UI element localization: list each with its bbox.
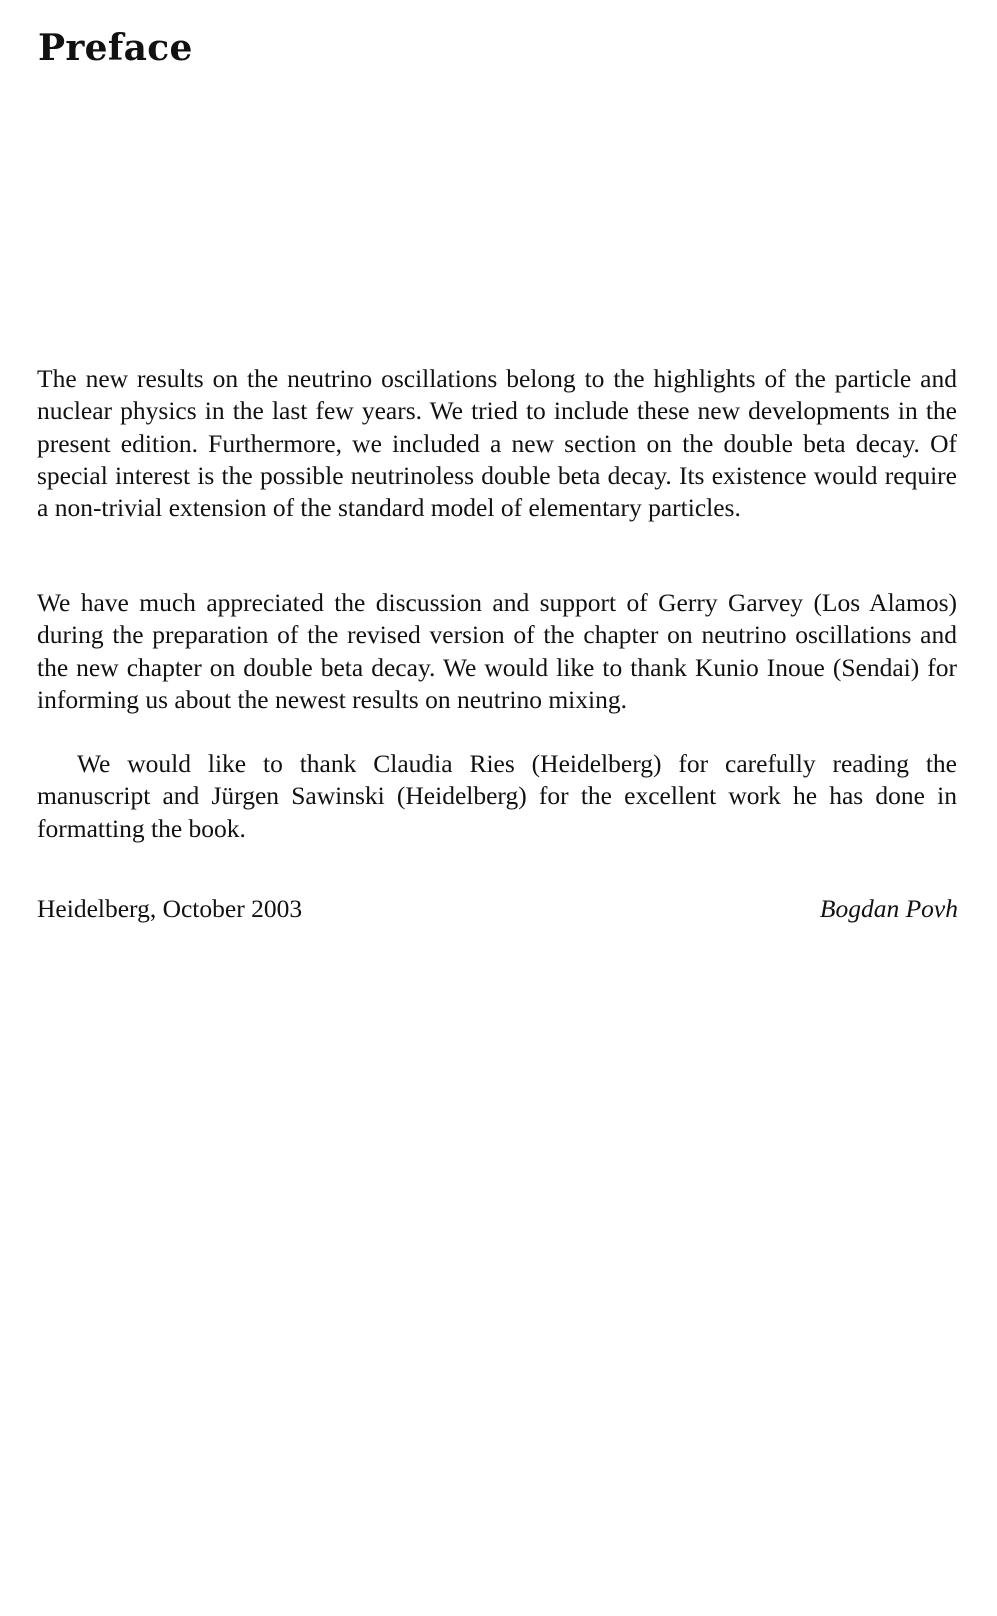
signoff [37,893,958,925]
paragraph-text: We would like to thank Claudia Ries (Heidelberg) for carefully reading the manuscript and Jürgen Sawinski (Heidelberg) for the excellent work he has done in formatting the book. [37,749,957,843]
paragraph-acknowledgements [37,587,957,716]
place-date: Heidelberg, October 2003 [37,894,303,923]
paragraph-thanks-formatting [37,748,957,845]
page-title: Preface [38,27,193,69]
paragraph-text: We have much appreciated the discussion and support of Gerry Garvey (Los Alamos) during the preparation of the revised version of the chapter on neutrino oscillations and the new chapter on double beta decay. We would like to thank Kunio Inoue (Sendai) for informing us about the newest results on neutrino mixing. [37,588,957,714]
author-name: Bogdan Povh [819,894,958,923]
paragraph-text: The new results on the neutrino oscillations belong to the highlights of the particle and nuclear physics in the last few years. We tried to include these new developments in the present edition. Furthermore, we included a new section on the double beta decay. Of special interest is the possible neutrinoless double beta decay. Its existence would require a non-trivial extension of the standard model of elementary particles. [37,364,957,523]
paragraph-neutrino-results [37,363,957,524]
